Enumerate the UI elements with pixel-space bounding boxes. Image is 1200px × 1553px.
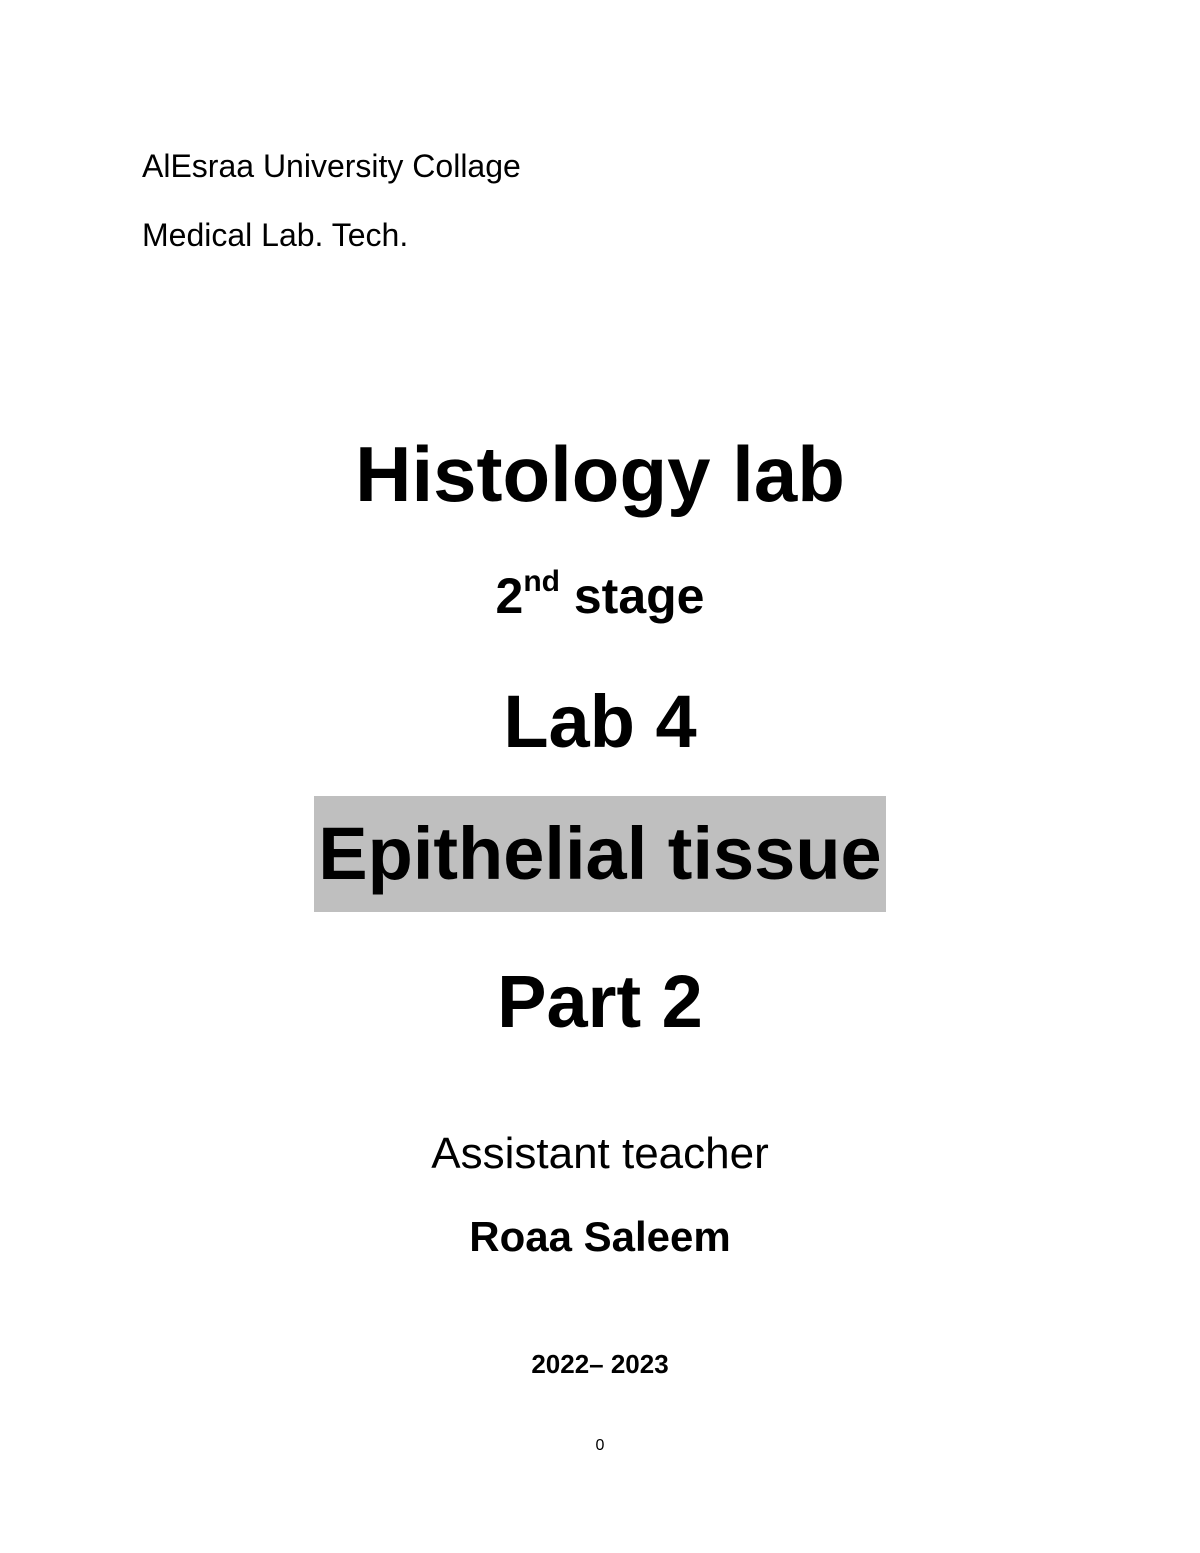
stage-label [0,564,1200,628]
stage-number: 2 [495,568,524,624]
department-name: Medical Lab. Tech. [142,217,409,253]
author-name: Roaa Saleem [469,1213,731,1260]
stage-word: stage [573,568,705,624]
stage-ordinal-suffix: nd [523,565,560,599]
topic-title: Epithelial tissue [314,796,885,912]
author-role: Assistant teacher [431,1129,769,1178]
lab-number: Lab 4 [503,680,697,763]
part-label: Part 2 [497,960,703,1043]
document-title: Histology lab [355,430,845,518]
page-number: 0 [595,1437,605,1454]
topic-container [0,796,1200,912]
institution-name: AlEsraa University Collage [142,148,521,184]
academic-year: 2022– 2023 [531,1349,669,1379]
